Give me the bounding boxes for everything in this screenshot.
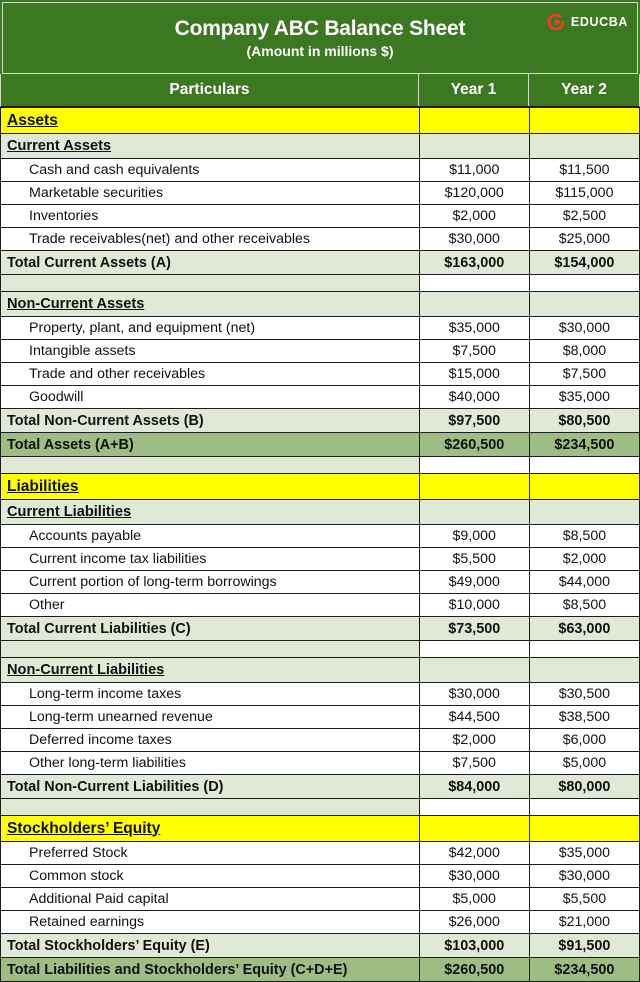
- subtotal-row: [1, 617, 640, 641]
- cell-year1: $260,500: [419, 433, 529, 457]
- cell-year2: $8,500: [529, 594, 639, 617]
- line-item-row: [1, 571, 640, 594]
- row-label: Common stock: [1, 865, 420, 888]
- cell-year1: [419, 134, 529, 159]
- cell-year1: [419, 275, 529, 292]
- brand-logo: [546, 12, 628, 32]
- cell-year2: $63,000: [529, 617, 639, 641]
- row-label: [1, 500, 420, 525]
- cell-year2: $25,000: [529, 228, 639, 251]
- cell-year2: [529, 457, 639, 474]
- subsection-header-row: [1, 292, 640, 317]
- row-label: Other long-term liabilities: [1, 752, 420, 775]
- line-item-row: [1, 683, 640, 706]
- subtotal-row: [1, 775, 640, 799]
- line-item-row: [1, 842, 640, 865]
- row-label: [1, 457, 420, 474]
- row-label-text: Non-Current Liabilities: [7, 662, 165, 678]
- cell-year2: $8,000: [529, 340, 639, 363]
- row-label-text: Stockholders’ Equity: [7, 819, 161, 837]
- cell-year2: $38,500: [529, 706, 639, 729]
- subsection-header-row: [1, 500, 640, 525]
- cell-year2: $80,500: [529, 409, 639, 433]
- row-label-text: Assets: [7, 111, 58, 129]
- row-label: [1, 292, 420, 317]
- cell-year1: $10,000: [419, 594, 529, 617]
- cell-year1: $163,000: [419, 251, 529, 275]
- balance-sheet-table-body: [1, 108, 640, 982]
- cell-year2: [529, 658, 639, 683]
- cell-year1: $30,000: [419, 228, 529, 251]
- cell-year2: [529, 500, 639, 525]
- cell-year1: $35,000: [419, 317, 529, 340]
- cell-year1: [419, 474, 529, 500]
- cell-year1: [419, 292, 529, 317]
- spacer-row: [1, 457, 640, 474]
- cell-year2: $2,000: [529, 548, 639, 571]
- line-item-row: [1, 182, 640, 205]
- cell-year1: $30,000: [419, 683, 529, 706]
- brand-logo-text: EDUCBA: [570, 15, 628, 29]
- section-header-row: [1, 816, 640, 842]
- cell-year1: $49,000: [419, 571, 529, 594]
- cell-year2: $234,500: [529, 958, 639, 982]
- cell-year2: $11,500: [529, 159, 639, 182]
- cell-year1: [419, 108, 529, 134]
- cell-year2: $234,500: [529, 433, 639, 457]
- line-item-row: [1, 340, 640, 363]
- cell-year2: $115,000: [529, 182, 639, 205]
- cell-year1: $103,000: [419, 934, 529, 958]
- cell-year2: [529, 799, 639, 816]
- row-label-text: Current Liabilities: [7, 504, 132, 520]
- row-label: Total Current Assets (A): [1, 251, 420, 275]
- cell-year1: $30,000: [419, 865, 529, 888]
- row-label: Goodwill: [1, 386, 420, 409]
- grand-total-row: [1, 433, 640, 457]
- line-item-row: [1, 729, 640, 752]
- row-label: Deferred income taxes: [1, 729, 420, 752]
- cell-year1: $260,500: [419, 958, 529, 982]
- line-item-row: [1, 317, 640, 340]
- cell-year2: $44,000: [529, 571, 639, 594]
- row-label: Total Non-Current Assets (B): [1, 409, 420, 433]
- row-label: [1, 799, 420, 816]
- row-label: Inventories: [1, 205, 420, 228]
- row-label: Total Stockholders’ Equity (E): [1, 934, 420, 958]
- line-item-row: [1, 228, 640, 251]
- column-header-year2: Year 2: [561, 81, 607, 98]
- cell-year1: $9,000: [419, 525, 529, 548]
- line-item-row: [1, 865, 640, 888]
- cell-year1: [419, 641, 529, 658]
- cell-year2: $2,500: [529, 205, 639, 228]
- title-box: [2, 2, 638, 74]
- row-label: [1, 275, 420, 292]
- cell-year1: $120,000: [419, 182, 529, 205]
- line-item-row: [1, 363, 640, 386]
- grand-total-row: [1, 958, 640, 982]
- row-label: Accounts payable: [1, 525, 420, 548]
- cell-year2: $21,000: [529, 911, 639, 934]
- cell-year1: $5,500: [419, 548, 529, 571]
- subtotal-row: [1, 409, 640, 433]
- cell-year1: [419, 816, 529, 842]
- cell-year2: [529, 474, 639, 500]
- row-label: Property, plant, and equipment (net): [1, 317, 420, 340]
- cell-year1: [419, 799, 529, 816]
- cell-year1: [419, 457, 529, 474]
- cell-year2: $6,000: [529, 729, 639, 752]
- row-label: Trade and other receivables: [1, 363, 420, 386]
- cell-year1: $15,000: [419, 363, 529, 386]
- row-label: Long-term income taxes: [1, 683, 420, 706]
- row-label-text: Current Assets: [7, 138, 112, 154]
- cell-year2: [529, 275, 639, 292]
- cell-year2: [529, 641, 639, 658]
- cell-year1: $26,000: [419, 911, 529, 934]
- cell-year1: $5,000: [419, 888, 529, 911]
- row-label: Total Non-Current Liabilities (D): [1, 775, 420, 799]
- row-label: [1, 134, 420, 159]
- spacer-row: [1, 641, 640, 658]
- cell-year2: $35,000: [529, 386, 639, 409]
- cell-year1: $2,000: [419, 729, 529, 752]
- row-label: [1, 641, 420, 658]
- line-item-row: [1, 888, 640, 911]
- cell-year1: $73,500: [419, 617, 529, 641]
- cell-year2: [529, 816, 639, 842]
- row-label: Cash and cash equivalents: [1, 159, 420, 182]
- cell-year1: $11,000: [419, 159, 529, 182]
- cell-year2: $30,000: [529, 317, 639, 340]
- cell-year1: $7,500: [419, 340, 529, 363]
- cell-year2: [529, 292, 639, 317]
- cell-year2: $5,000: [529, 752, 639, 775]
- row-label-text: Liabilities: [7, 477, 79, 495]
- column-header-particulars: Particulars: [1, 74, 419, 106]
- cell-year2: $35,000: [529, 842, 639, 865]
- cell-year2: $80,000: [529, 775, 639, 799]
- row-label: Long-term unearned revenue: [1, 706, 420, 729]
- cell-year1: [419, 658, 529, 683]
- row-label: Current portion of long-term borrowings: [1, 571, 420, 594]
- row-label: Current income tax liabilities: [1, 548, 420, 571]
- cell-year1: $44,500: [419, 706, 529, 729]
- row-label: Total Assets (A+B): [1, 433, 420, 457]
- cell-year1: $40,000: [419, 386, 529, 409]
- subsection-header-row: [1, 134, 640, 159]
- cell-year2: [529, 134, 639, 159]
- cell-year1: $2,000: [419, 205, 529, 228]
- row-label-text: Non-Current Assets: [7, 296, 145, 312]
- column-header-year1: Year 1: [419, 74, 529, 106]
- cell-year1: $97,500: [419, 409, 529, 433]
- cell-year2: $7,500: [529, 363, 639, 386]
- line-item-row: [1, 548, 640, 571]
- row-label: Trade receivables(net) and other receivables: [1, 228, 420, 251]
- balance-sheet-table: [0, 107, 640, 982]
- line-item-row: [1, 525, 640, 548]
- row-label: Intangible assets: [1, 340, 420, 363]
- cell-year1: $7,500: [419, 752, 529, 775]
- line-item-row: [1, 386, 640, 409]
- spacer-row: [1, 275, 640, 292]
- line-item-row: [1, 205, 640, 228]
- section-header-row: [1, 108, 640, 134]
- row-label: [1, 474, 420, 500]
- table-column-header: [0, 74, 640, 107]
- document-header: [0, 0, 640, 74]
- cell-year1: [419, 500, 529, 525]
- cell-year2: $30,000: [529, 865, 639, 888]
- cell-year2: $154,000: [529, 251, 639, 275]
- subtotal-row: [1, 934, 640, 958]
- line-item-row: [1, 594, 640, 617]
- row-label: [1, 108, 420, 134]
- row-label: Preferred Stock: [1, 842, 420, 865]
- row-label: Additional Paid capital: [1, 888, 420, 911]
- row-label: Total Current Liabilities (C): [1, 617, 420, 641]
- row-label: [1, 658, 420, 683]
- cell-year1: $84,000: [419, 775, 529, 799]
- cell-year2: $5,500: [529, 888, 639, 911]
- spacer-row: [1, 799, 640, 816]
- page-subtitle: (Amount in millions $): [246, 43, 394, 60]
- line-item-row: [1, 159, 640, 182]
- line-item-row: [1, 706, 640, 729]
- row-label: Retained earnings: [1, 911, 420, 934]
- cell-year2: $8,500: [529, 525, 639, 548]
- line-item-row: [1, 911, 640, 934]
- educba-logo-icon: [546, 12, 566, 32]
- cell-year1: $42,000: [419, 842, 529, 865]
- subsection-header-row: [1, 658, 640, 683]
- cell-year2: $91,500: [529, 934, 639, 958]
- row-label: Total Liabilities and Stockholders’ Equity (C+D+E): [1, 958, 420, 982]
- page-title: Company ABC Balance Sheet: [174, 16, 466, 40]
- section-header-row: [1, 474, 640, 500]
- row-label: [1, 816, 420, 842]
- row-label: Marketable securities: [1, 182, 420, 205]
- subtotal-row: [1, 251, 640, 275]
- cell-year2: [529, 108, 639, 134]
- cell-year2: $30,500: [529, 683, 639, 706]
- line-item-row: [1, 752, 640, 775]
- row-label: Other: [1, 594, 420, 617]
